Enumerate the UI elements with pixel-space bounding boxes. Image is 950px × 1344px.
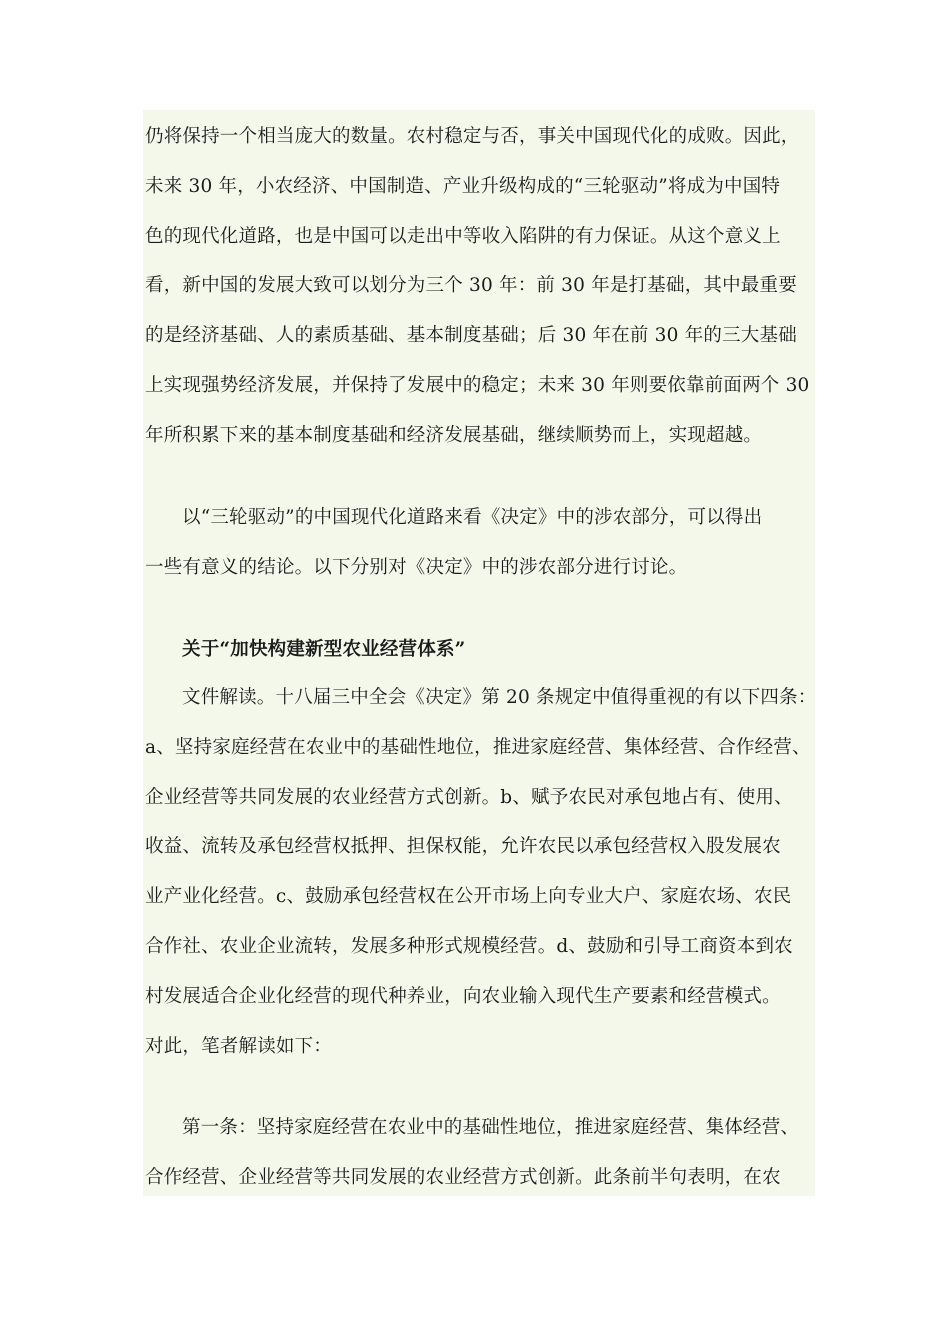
text-line: 企业经营等共同发展的农业经营方式创新。b、赋予农民对承包地占有、使用、 <box>145 787 793 808</box>
text-line: 仍将保持一个相当庞大的数量。农村稳定与否，事关中国现代化的成败。因此， <box>145 126 800 147</box>
text-line: 色的现代化道路，也是中国可以走出中等收入陷阱的有力保证。从这个意义上 <box>145 226 781 247</box>
text-line: 收益、流转及承包经营权抵押、担保权能，允许农民以承包经营权入股发展农 <box>145 836 781 857</box>
text-line: 以“三轮驱动”的中国现代化道路来看《决定》中的涉农部分，可以得出 <box>182 507 763 528</box>
text-line: 年所积累下来的基本制度基础和经济发展基础，继续顺势而上，实现超越。 <box>145 425 763 446</box>
text-line: 合作社、农业企业流转，发展多种形式规模经营。d、鼓励和引导工商资本到农 <box>145 936 793 957</box>
text-line: 文件解读。十八届三中全会《决定》第 20 条规定中值得重视的有以下四条： <box>182 687 817 708</box>
text-line: 村发展适合企业化经营的现代种养业，向农业输入现代生产要素和经营模式。 <box>145 986 781 1007</box>
text-line: 对此，笔者解读如下： <box>145 1036 333 1057</box>
text-line: 合作经营、企业经营等共同发展的农业经营方式创新。此条前半句表明，在农 <box>145 1167 781 1188</box>
text-line: 业产业化经营。c、鼓励承包经营权在公开市场上向专业大户、家庭农场、农民 <box>145 886 792 907</box>
text-line: 看，新中国的发展大致可以划分为三个 30 年：前 30 年是打基础，其中最重要 <box>145 275 797 296</box>
text-line: a、坚持家庭经营在农业中的基础性地位，推进家庭经营、集体经营、合作经营、 <box>145 737 811 758</box>
text-line: 第一条：坚持家庭经营在农业中的基础性地位，推进家庭经营、集体经营、 <box>182 1117 800 1138</box>
text-line: 上实现强势经济发展，并保持了发展中的稳定；未来 30 年则要依靠前面两个 30 <box>145 375 810 396</box>
section-heading: 关于“加快构建新型农业经营体系” <box>182 639 466 660</box>
text-line: 的是经济基础、人的素质基础、基本制度基础；后 30 年在前 30 年的三大基础 <box>145 325 797 346</box>
text-line: 一些有意义的结论。以下分别对《决定》中的涉农部分进行讨论。 <box>145 557 688 578</box>
text-line: 未来 30 年，小农经济、中国制造、产业升级构成的“三轮驱动”将成为中国特 <box>145 176 781 197</box>
